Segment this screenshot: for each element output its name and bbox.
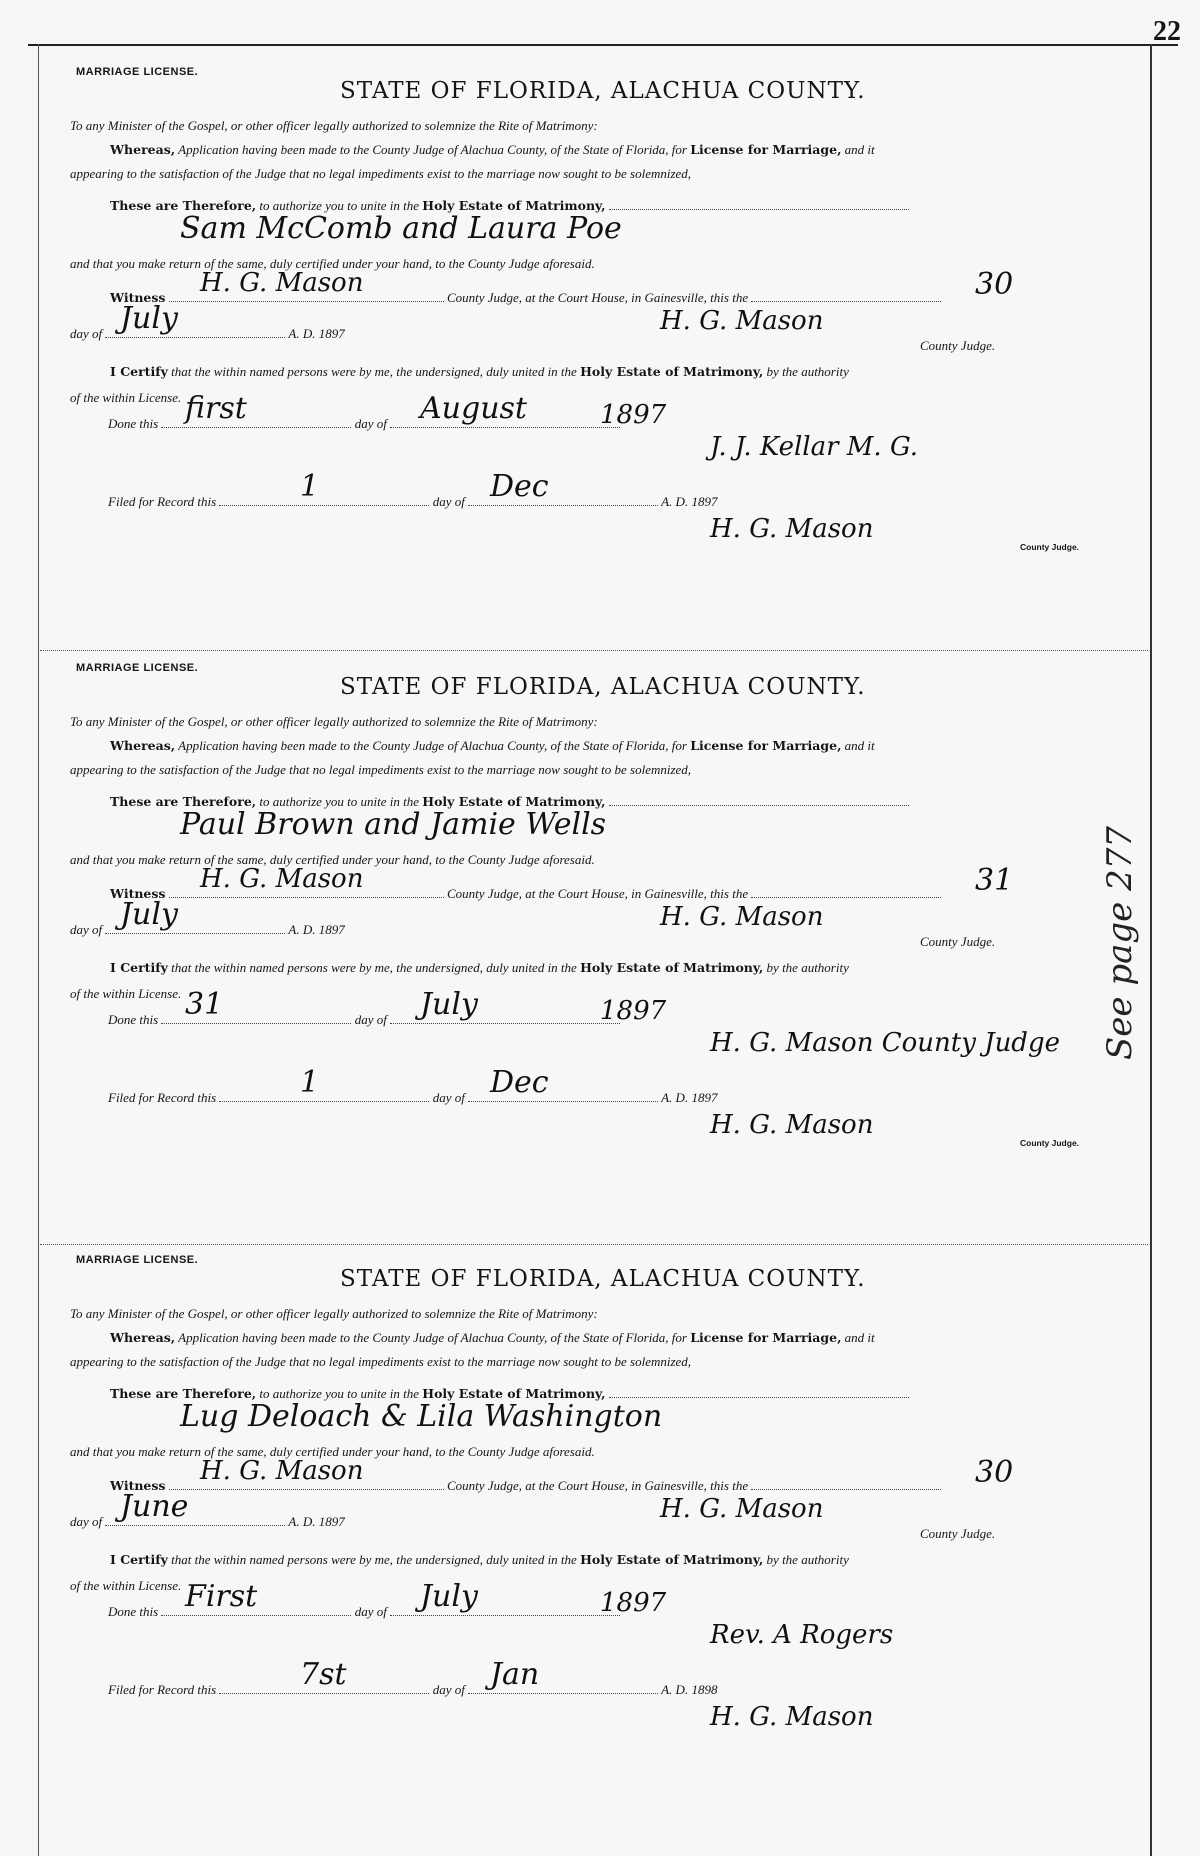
day-of-line xyxy=(70,1514,345,1530)
license-bold: License for Marriage, xyxy=(690,1330,842,1345)
county-judge-small-label: County Judge. xyxy=(1020,1138,1080,1148)
day-of-label: day of xyxy=(70,1514,103,1529)
license-header: MARRIAGE LICENSE. xyxy=(76,662,199,674)
filed-line xyxy=(108,494,717,510)
dotted-fill xyxy=(390,1023,620,1024)
dotted-fill xyxy=(169,897,444,898)
whereas-text: Application having been made to the County Judge of Alachua County, of the State of Florida, for xyxy=(178,142,687,157)
day-of-label: day of xyxy=(354,1604,387,1619)
dotted-fill xyxy=(161,1615,351,1616)
filed-month: Jan xyxy=(490,1657,540,1692)
certify-text: that the within named persons were by me, the undersigned, duly united in the xyxy=(171,364,577,379)
dotted-fill xyxy=(468,505,658,506)
within-license-line: of the within License. xyxy=(70,1578,182,1593)
these-bold: These are Therefore, xyxy=(110,794,257,809)
and-it-text: and it xyxy=(844,142,875,157)
marriage-license-1 xyxy=(70,64,1130,654)
within-license-line: of the within License. xyxy=(70,986,182,1001)
couple-names: Sam McComb and Laura Poe xyxy=(180,211,622,246)
judge-signature: H. G. Mason xyxy=(660,1494,824,1524)
filed-judge-signature: H. G. Mason xyxy=(710,1702,874,1732)
done-year: 1897 xyxy=(600,400,667,430)
left-margin-line xyxy=(38,44,39,1856)
day-of-line xyxy=(70,922,345,938)
certify-text: that the within named persons were by me, the undersigned, duly united in the xyxy=(171,960,577,975)
address-line: To any Minister of the Gospel, or other officer legally authorized to solemnize the Rite of Matrimony: xyxy=(70,118,598,133)
dotted-fill xyxy=(609,209,909,210)
court-text: County Judge, at the Court House, in Gainesville, this the xyxy=(446,886,749,901)
license-separator-1 xyxy=(40,650,1148,651)
appearing-line: appearing to the satisfaction of the Judge that no legal impediments exist to the marriage now sought to be solemnized, xyxy=(70,166,692,181)
filed-line xyxy=(108,1090,717,1106)
officiant-signature: J. J. Kellar M. G. xyxy=(710,432,919,462)
dotted-fill xyxy=(169,301,444,302)
officiant-signature: Rev. A Rogers xyxy=(710,1620,894,1650)
authorize-text: to authorize you to unite in the xyxy=(259,794,420,809)
dotted-fill xyxy=(609,1397,909,1398)
filed-year-digit: 7 xyxy=(710,1090,718,1105)
within-license-line: of the within License. xyxy=(70,390,182,405)
whereas-bold: Whereas, xyxy=(110,1330,176,1345)
license-day: 30 xyxy=(975,267,1014,302)
address-line: To any Minister of the Gospel, or other officer legally authorized to solemnize the Rite of Matrimony: xyxy=(70,714,598,729)
by-authority-text: by the authority xyxy=(766,1552,849,1567)
dotted-fill xyxy=(751,1489,941,1490)
ad-label: A. D. 189 xyxy=(288,326,339,341)
day-of-label: day of xyxy=(432,1090,465,1105)
return-line: and that you make return of the same, duly certified under your hand, to the County Judge aforesaid. xyxy=(70,852,595,867)
filed-label: Filed for Record this xyxy=(108,1682,217,1697)
whereas-bold: Whereas, xyxy=(110,738,176,753)
witness-bold: Witness xyxy=(110,290,166,305)
judge-signature: H. G. Mason xyxy=(660,306,824,336)
filed-day: 7st xyxy=(300,1657,347,1692)
done-month: July xyxy=(420,987,478,1022)
dotted-fill xyxy=(169,1489,444,1490)
whereas-text: Application having been made to the County Judge of Alachua County, of the State of Florida, for xyxy=(178,1330,687,1345)
license-title: STATE OF FLORIDA, ALACHUA COUNTY. xyxy=(340,78,866,104)
day-of-label: day of xyxy=(354,1012,387,1027)
return-line: and that you make return of the same, duly certified under your hand, to the County Judge aforesaid. xyxy=(70,1444,595,1459)
marriage-license-3 xyxy=(70,1252,1130,1842)
license-day: 30 xyxy=(975,1455,1014,1490)
dotted-fill xyxy=(105,337,285,338)
filed-day: 1 xyxy=(300,469,320,504)
license-month: June xyxy=(120,1489,189,1524)
dotted-fill xyxy=(105,1525,285,1526)
witness-signature: H. G. Mason xyxy=(200,1456,364,1486)
right-margin-line xyxy=(1150,44,1152,1856)
license-title: STATE OF FLORIDA, ALACHUA COUNTY. xyxy=(340,674,866,700)
ad-label: A. D. 189 xyxy=(661,1090,711,1105)
appearing-line: appearing to the satisfaction of the Judge that no legal impediments exist to the marriage now sought to be solemnized, xyxy=(70,1354,692,1369)
top-rule xyxy=(28,44,1178,46)
holy-bold: Holy Estate of Matrimony, xyxy=(422,1386,606,1401)
filed-year-digit: 8 xyxy=(710,1682,718,1697)
court-text: County Judge, at the Court House, in Gainesville, this the xyxy=(446,1478,749,1493)
and-it-text: and it xyxy=(844,738,875,753)
margin-note: See page 277 xyxy=(1100,826,1140,1060)
license-bold: License for Marriage, xyxy=(690,142,842,157)
whereas-text: Application having been made to the County Judge of Alachua County, of the State of Florida, for xyxy=(178,738,687,753)
filed-day: 1 xyxy=(300,1065,320,1100)
license-month: July xyxy=(120,301,178,336)
ad-label: A. D. 189 xyxy=(661,1682,711,1697)
marriage-license-2 xyxy=(70,660,1130,1250)
done-this-label: Done this xyxy=(108,1012,159,1027)
day-of-label: day of xyxy=(432,1682,465,1697)
dotted-fill xyxy=(161,1023,351,1024)
done-day: first xyxy=(185,391,247,426)
by-authority-text: by the authority xyxy=(766,364,849,379)
done-year: 1897 xyxy=(600,1588,667,1618)
license-header: MARRIAGE LICENSE. xyxy=(76,1254,199,1266)
return-line: and that you make return of the same, duly certified under your hand, to the County Judge aforesaid. xyxy=(70,256,595,271)
dotted-fill xyxy=(219,1693,429,1694)
done-this-label: Done this xyxy=(108,1604,159,1619)
done-day: 31 xyxy=(185,987,224,1022)
court-text: County Judge, at the Court House, in Gainesville, this the xyxy=(446,290,749,305)
day-of-label: day of xyxy=(70,922,103,937)
filed-judge-signature: H. G. Mason xyxy=(710,514,874,544)
dotted-fill xyxy=(390,427,620,428)
county-judge-label: County Judge. xyxy=(920,1526,996,1541)
license-title: STATE OF FLORIDA, ALACHUA COUNTY. xyxy=(340,1266,866,1292)
dotted-fill xyxy=(751,301,941,302)
holy-bold: Holy Estate of Matrimony, xyxy=(580,1552,764,1567)
ad-label: A. D. 189 xyxy=(288,1514,339,1529)
dotted-fill xyxy=(609,805,909,806)
dotted-fill xyxy=(219,1101,429,1102)
certify-text: that the within named persons were by me, the undersigned, duly united in the xyxy=(171,1552,577,1567)
ad-label: A. D. 189 xyxy=(661,494,711,509)
filed-year-digit: 7 xyxy=(710,494,718,509)
filed-month: Dec xyxy=(490,1065,549,1100)
filed-label: Filed for Record this xyxy=(108,494,217,509)
address-line: To any Minister of the Gospel, or other officer legally authorized to solemnize the Rite of Matrimony: xyxy=(70,1306,598,1321)
day-of-line xyxy=(70,326,345,342)
witness-bold: Witness xyxy=(110,1478,166,1493)
license-bold: License for Marriage, xyxy=(690,738,842,753)
license-header: MARRIAGE LICENSE. xyxy=(76,66,199,78)
certify-line xyxy=(110,1552,849,1568)
certify-bold: I Certify xyxy=(110,1552,168,1567)
done-month: July xyxy=(420,1579,478,1614)
dotted-fill xyxy=(468,1101,658,1102)
page-number: 22 xyxy=(1153,16,1181,47)
county-judge-label: County Judge. xyxy=(920,934,996,949)
by-authority-text: by the authority xyxy=(766,960,849,975)
whereas-line xyxy=(110,142,875,158)
dotted-fill xyxy=(105,933,285,934)
witness-signature: H. G. Mason xyxy=(200,268,364,298)
certify-bold: I Certify xyxy=(110,960,168,975)
certify-line xyxy=(110,364,849,380)
certify-bold: I Certify xyxy=(110,364,168,379)
couple-names: Paul Brown and Jamie Wells xyxy=(180,807,607,842)
and-it-text: and it xyxy=(844,1330,875,1345)
license-separator-2 xyxy=(40,1244,1148,1245)
authorize-text: to authorize you to unite in the xyxy=(259,198,420,213)
done-month: August xyxy=(420,391,527,426)
filed-label: Filed for Record this xyxy=(108,1090,217,1105)
filed-judge-signature: H. G. Mason xyxy=(710,1110,874,1140)
dotted-fill xyxy=(390,1615,620,1616)
dotted-fill xyxy=(468,1693,658,1694)
county-judge-small-label: County Judge. xyxy=(1020,542,1080,552)
license-year-digit: 7 xyxy=(338,922,345,937)
dotted-fill xyxy=(219,505,429,506)
license-day: 31 xyxy=(975,863,1014,898)
appearing-line: appearing to the satisfaction of the Judge that no legal impediments exist to the marriage now sought to be solemnized, xyxy=(70,762,692,777)
day-of-label: day of xyxy=(432,494,465,509)
holy-bold: Holy Estate of Matrimony, xyxy=(422,198,606,213)
done-day: First xyxy=(185,1579,258,1614)
whereas-line xyxy=(110,1330,875,1346)
day-of-label: day of xyxy=(354,416,387,431)
dotted-fill xyxy=(751,897,941,898)
license-year-digit: 7 xyxy=(338,326,345,341)
witness-signature: H. G. Mason xyxy=(200,864,364,894)
certify-line xyxy=(110,960,849,976)
dotted-fill xyxy=(161,427,351,428)
holy-bold: Holy Estate of Matrimony, xyxy=(422,794,606,809)
whereas-bold: Whereas, xyxy=(110,142,176,157)
officiant-signature: H. G. Mason County Judge xyxy=(710,1028,1060,1058)
holy-bold: Holy Estate of Matrimony, xyxy=(580,364,764,379)
these-bold: These are Therefore, xyxy=(110,198,257,213)
license-month: July xyxy=(120,897,178,932)
ad-label: A. D. 189 xyxy=(288,922,339,937)
done-this-label: Done this xyxy=(108,416,159,431)
these-bold: These are Therefore, xyxy=(110,1386,257,1401)
filed-line xyxy=(108,1682,717,1698)
county-judge-label: County Judge. xyxy=(920,338,996,353)
witness-bold: Witness xyxy=(110,886,166,901)
authorize-text: to authorize you to unite in the xyxy=(259,1386,420,1401)
judge-signature: H. G. Mason xyxy=(660,902,824,932)
license-year-digit: 7 xyxy=(338,1514,345,1529)
holy-bold: Holy Estate of Matrimony, xyxy=(580,960,764,975)
done-year: 1897 xyxy=(600,996,667,1026)
couple-names: Lug Deloach & Lila Washington xyxy=(180,1399,663,1434)
filed-month: Dec xyxy=(490,469,549,504)
whereas-line xyxy=(110,738,875,754)
day-of-label: day of xyxy=(70,326,103,341)
